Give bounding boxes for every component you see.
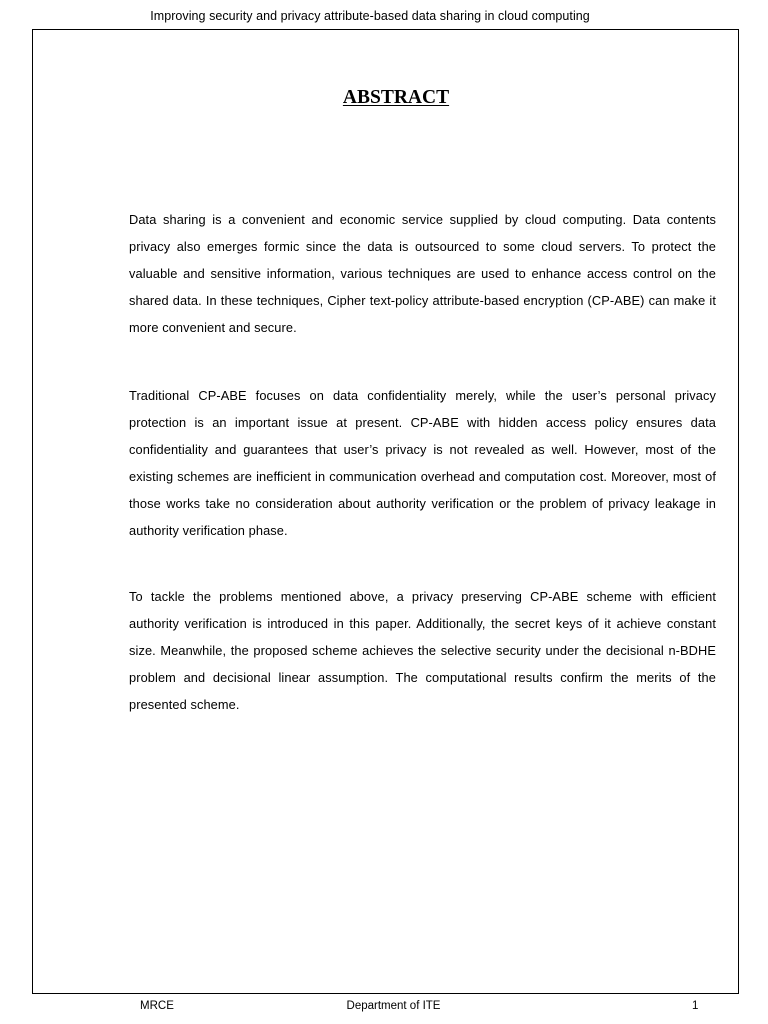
abstract-paragraph-1: Data sharing is a convenient and economic service supplied by cloud computing. Data contents privacy also emerges formic since the data is outsourced to some cloud servers. To protect the valuable and sensitive information, various techniques are used to enhance access control on the shared data. In these techniques, Cipher text-policy attribute-based encryption (CP-ABE) can make it more convenient and secure. — [129, 212, 716, 335]
footer-institution: MRCE — [140, 1000, 174, 1012]
abstract-heading: ABSTRACT — [342, 87, 450, 108]
abstract-paragraph-3: To tackle the problems mentioned above, a privacy preserving CP-ABE scheme with efficient authority verification is introduced in this paper. Additionally, the secret keys of it achieve constant size. Meanwhile, the proposed scheme achieves the selective security under the decisional n-BDHE problem and decisional linear assumption. The computational results confirm the merits of the presented scheme. — [129, 589, 716, 712]
abstract-paragraph-2: Traditional CP-ABE focuses on data confidentiality merely, while the user’s personal privacy protection is an important issue at present. CP-ABE with hidden access policy ensures data confidentiality and guarantees that user’s privacy is not revealed as well. However, most of the existing schemes are inefficient in communication overhead and computation cost. Moreover, most of those works take no consideration about authority verification or the problem of privacy leakage in authority verification phase. — [129, 388, 716, 538]
footer-department: Department of ITE — [346, 1000, 441, 1012]
footer-page-number: 1 — [692, 1000, 699, 1012]
running-header: Improving security and privacy attribute-based data sharing in cloud computing — [150, 9, 590, 23]
